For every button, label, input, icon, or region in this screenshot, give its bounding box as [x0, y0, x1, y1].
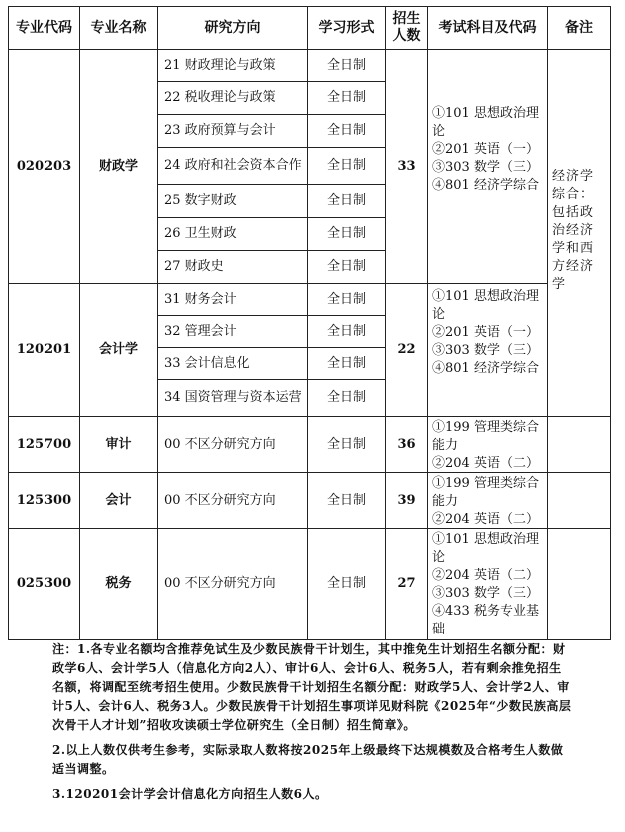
program-code: 025300 [8, 528, 80, 640]
subject-item: ①101 思想政治理论 [432, 106, 539, 139]
program-code: 020203 [8, 49, 80, 284]
subject-item: ③303 数学（三） [432, 160, 539, 175]
footnote-3: 3.120201会计学会计信息化方向招生人数6人。 [52, 787, 328, 801]
header-mode: 学习形式 [307, 6, 386, 50]
direction-cell: 27 财政史 [157, 250, 308, 284]
mode-cell: 全日制 [307, 81, 386, 115]
header-name: 专业名称 [79, 6, 158, 50]
subject-item: ④801 经济学综合 [432, 178, 539, 193]
direction-cell: 26 卫生财政 [157, 217, 308, 251]
header-direction: 研究方向 [157, 6, 308, 50]
subjects-cell [427, 49, 548, 284]
subjects-cell [427, 528, 548, 640]
footnote-2: 2.以上人数仅供考生参考，实际录取人数将按2025年上级最终下达规模数及合格考生人数做适当调整。 [52, 743, 564, 776]
mode-cell: 全日制 [307, 49, 386, 82]
quota-cell: 39 [385, 472, 428, 529]
direction-cell: 31 财务会计 [157, 283, 308, 316]
quota-cell: 33 [385, 49, 428, 284]
mode-cell: 全日制 [307, 283, 386, 316]
quota-cell: 27 [385, 528, 428, 640]
program-name: 会计学 [79, 283, 158, 417]
direction-cell: 22 税收理论与政策 [157, 81, 308, 115]
program-name: 财政学 [79, 49, 158, 284]
program-code: 125700 [8, 416, 80, 473]
remark-note: 经济学综合：包括政治经济学和西方经济学 [547, 49, 611, 417]
quota-cell: 36 [385, 416, 428, 473]
subject-item: ②201 英语（一） [432, 325, 539, 340]
direction-cell: 33 会计信息化 [157, 347, 308, 380]
mode-cell: 全日制 [307, 528, 386, 640]
direction-cell: 32 管理会计 [157, 315, 308, 348]
program-name: 税务 [79, 528, 158, 640]
program-name: 会计 [79, 472, 158, 529]
direction-cell: 00 不区分研究方向 [157, 416, 308, 473]
mode-cell: 全日制 [307, 347, 386, 380]
subject-item: ④801 经济学综合 [432, 361, 539, 376]
subjects-cell [427, 416, 548, 473]
mode-cell: 全日制 [307, 472, 386, 529]
subjects-cell [427, 283, 548, 417]
subject-item: ②204 英语（二） [432, 568, 539, 583]
mode-cell: 全日制 [307, 184, 386, 218]
header-subjects: 考试科目及代码 [427, 6, 548, 50]
direction-cell: 00 不区分研究方向 [157, 528, 308, 640]
quota-cell: 22 [385, 283, 428, 417]
subjects-cell [427, 472, 548, 529]
subject-item: ①101 思想政治理论 [432, 289, 539, 322]
mode-cell: 全日制 [307, 114, 386, 148]
mode-cell: 全日制 [307, 416, 386, 473]
direction-cell: 24 政府和社会资本合作 [157, 147, 308, 185]
footnotes [52, 640, 572, 810]
subject-item: ④433 税务专业基础 [432, 604, 539, 637]
subject-item: ②204 英语（二） [432, 512, 539, 527]
header-code: 专业代码 [8, 6, 80, 50]
remark-empty [547, 416, 611, 473]
subject-item: ③303 数学（三） [432, 343, 539, 358]
admissions-table [8, 6, 611, 640]
header-quota-line1: 招生 [392, 11, 421, 27]
subject-item: ①199 管理类综合能力 [432, 476, 539, 509]
subject-item: ②201 英语（一） [432, 142, 539, 157]
footnote-1: 注：1.各专业名额均含推荐免试生及少数民族骨干计划生，其中推免生计划招生名额分配：财政学6人、会计学5人（信息化方向2人）、审计6人、会计6人、税务5人，若有剩余推免招生名额，将调配至统考招生使用。少数民族骨干计划招生名额分配：财政学5人、会计学2人、审计5人、会计6人、税务3人。少数民族骨干计划招生事项详见财科院《2025年“少数民族高层次骨干人才计划”招收攻读硕士学位研究生（全日制）招生简章》。 [52, 642, 572, 732]
mode-cell: 全日制 [307, 379, 386, 417]
program-code: 120201 [8, 283, 80, 417]
subject-item: ③303 数学（三） [432, 586, 539, 601]
subject-item: ②204 英语（二） [432, 456, 539, 471]
mode-cell: 全日制 [307, 147, 386, 185]
mode-cell: 全日制 [307, 315, 386, 348]
program-name: 审计 [79, 416, 158, 473]
direction-cell: 00 不区分研究方向 [157, 472, 308, 529]
program-code: 125300 [8, 472, 80, 529]
remark-empty [547, 528, 611, 640]
direction-cell: 23 政府预算与会计 [157, 114, 308, 148]
header-quota [385, 6, 428, 50]
header-remark: 备注 [547, 6, 611, 50]
direction-cell: 25 数字财政 [157, 184, 308, 218]
mode-cell: 全日制 [307, 250, 386, 284]
direction-cell: 21 财政理论与政策 [157, 49, 308, 82]
header-quota-line2: 人数 [392, 28, 421, 44]
direction-cell: 34 国资管理与资本运营 [157, 379, 308, 417]
remark-empty [547, 472, 611, 529]
subject-item: ①101 思想政治理论 [432, 532, 539, 565]
mode-cell: 全日制 [307, 217, 386, 251]
subject-item: ①199 管理类综合能力 [432, 420, 539, 453]
